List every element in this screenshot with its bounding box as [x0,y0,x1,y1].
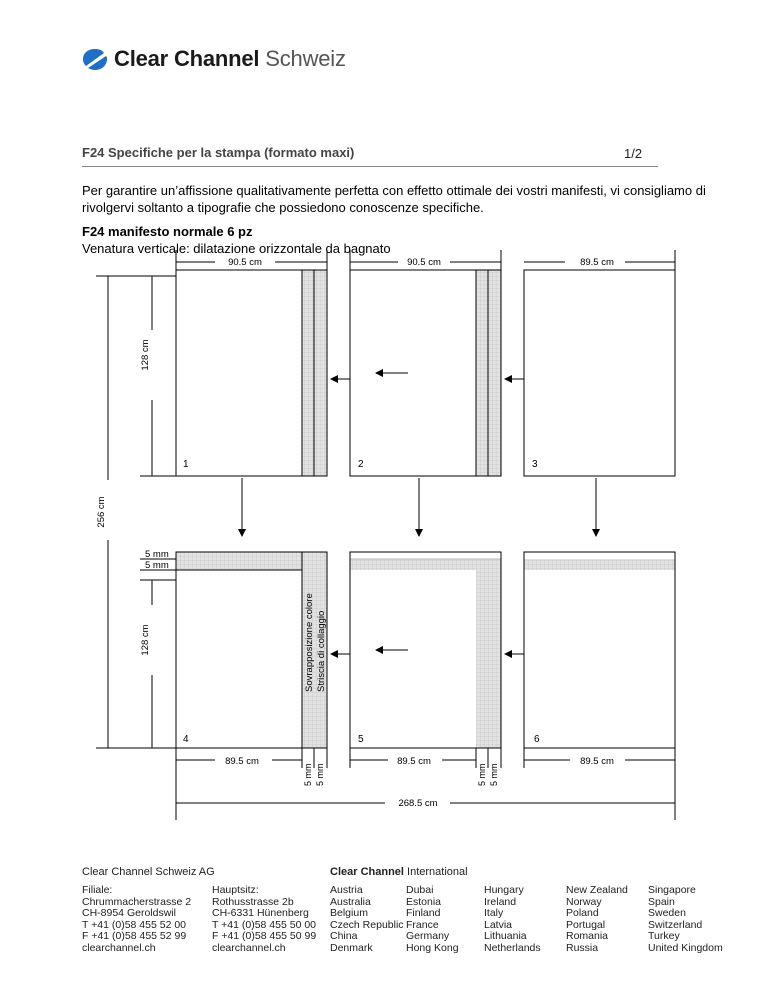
panel-3 [524,552,675,748]
width-label-bottom-1: 89.5 cm [225,756,259,767]
mm-label-bottom-4: 5 mm [489,763,499,786]
strip-label-overlap: Sovrapposizione colore [304,593,315,692]
country-column-3: Hungary Ireland Italy Latvia Lithuania Netherlands [484,884,541,954]
width-label-top-2: 90.5 cm [407,257,441,268]
width-label-top-1: 90.5 cm [228,257,262,268]
panel-5 [350,270,501,476]
width-label-bottom-3: 89.5 cm [580,756,614,767]
panel-6 [524,270,675,476]
height-label-total: 256 cm [96,496,107,528]
footer-link-filiale[interactable]: clearchannel.ch [82,941,156,954]
panel-number-4: 1 [183,459,189,470]
mm-label-bottom-3: 5 mm [477,763,487,786]
height-label-top: 128 cm [140,339,151,371]
panel-number-2: 5 [358,734,364,745]
footer-filiale-block: Filiale: Chrummacherstrasse 2 CH-8954 Geroldswil T +41 (0)58 455 52 00 F +41 (0)58 455 52 99 clearchannel.ch [82,884,192,954]
document-title: F24 Specifiche per la stampa (formato maxi) [82,145,355,160]
footer-company: Clear Channel Schweiz AG [82,866,215,878]
width-label-top-3: 89.5 cm [580,257,614,268]
country-column-4: New Zealand Norway Poland Portugal Romania Russia [566,884,628,954]
panel-number-5: 2 [358,459,364,470]
panel-number-1: 4 [183,734,189,745]
mm-label-bottom-2: 5 mm [315,763,325,786]
mm-label-1: 5 mm [145,549,169,560]
panel-4 [176,270,327,476]
down-arrows [242,478,596,536]
mm-label-2: 5 mm [145,560,169,571]
country-column-5: Singapore Spain Sweden Switzerland Turkey United Kingdom [648,884,723,954]
footer-link-hauptsitz[interactable]: clearchannel.ch [212,941,286,954]
country-column-1: Austria Australia Belgium Czech Republic China Denmark [330,884,404,954]
height-label-bottom: 128 cm [140,624,151,656]
country-column-2: Dubai Estonia Finland France Germany Hong Kong [406,884,459,954]
section-title: F24 manifesto normale 6 pz [82,224,253,239]
section-subtitle: Venatura verticale: dilatazione orizzontale da bagnato [82,241,391,256]
panel-2 [350,552,501,748]
footer-hauptsitz-block: Hauptsitz: Rothusstrasse 2b CH-6331 Hünenberg T +41 (0)58 455 50 00 F +41 (0)58 455 50 99 clearchannel.ch [212,884,317,954]
mm-label-bottom-1: 5 mm [303,763,313,786]
brand-name-light: Schweiz [265,46,346,71]
intro-paragraph: Per garantire un’affissione qualitativamente perfetta con effetto ottimale dei vostri manifesti, vi consigliamo di rivolgervi soltanto a tipografie che possiedono conoscenze specifiche. [82,183,706,215]
width-label-bottom-2: 89.5 cm [397,756,431,767]
total-width-label: 268.5 cm [398,798,438,809]
panel-number-6: 3 [532,459,538,470]
brand-name-bold: Clear Channel [114,46,260,71]
strip-label-glue: Striscia di collaggio [316,610,327,692]
panel-number-3: 6 [534,734,540,745]
footer-international: Clear Channel International [330,866,468,878]
height-dimension-lines [96,276,176,748]
page-number: 1/2 [624,146,643,161]
